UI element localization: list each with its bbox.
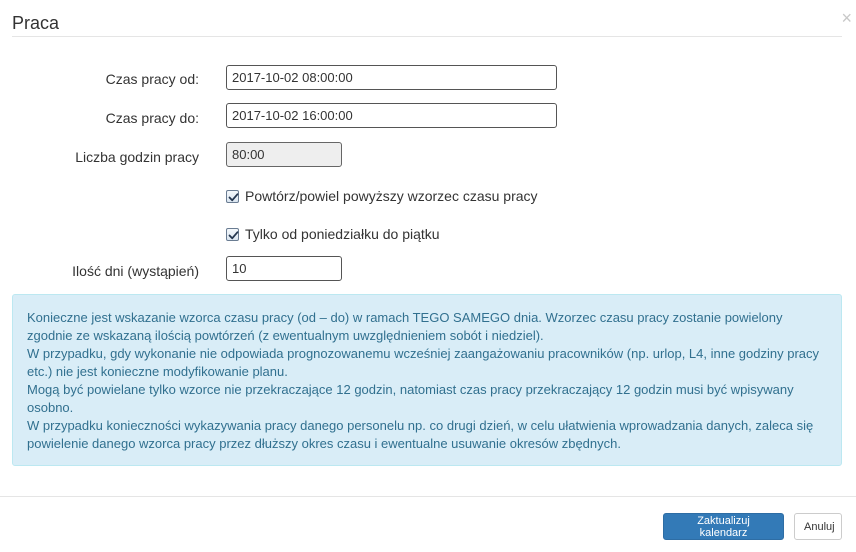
info-paragraph: W przypadku, gdy wykonanie nie odpowiada prognozowanemu wcześniej zaangażowaniu pracowników (np. urlop, L4, inne godziny pracy etc.) nie jest konieczne modyfikowanie planu. xyxy=(27,346,820,379)
days-count-label: Ilość dni (wystąpień) xyxy=(72,263,199,279)
hours-row xyxy=(0,142,856,168)
repeat-checkbox-row[interactable] xyxy=(226,188,538,204)
weekdays-checkbox-label: Tylko od poniedziałku do piątku xyxy=(245,226,440,242)
info-paragraph: W przypadku konieczności wykazywania pracy danego personelu np. co drugi dzień, w celu ułatwienia wprowadzania danych, zaleca się powielenie danego wzorca pracy przez dłuższy okres czasu i ewentualne usuwanie okresów zbędnych. xyxy=(27,418,814,451)
repeat-checkbox-label: Powtórz/powiel powyższy wzorzec czasu pracy xyxy=(245,188,538,204)
end-time-input[interactable] xyxy=(226,103,557,128)
close-icon[interactable]: × xyxy=(841,8,852,28)
update-calendar-button[interactable]: Zaktualizuj kalendarz xyxy=(663,513,784,540)
cancel-button[interactable]: Anuluj xyxy=(794,513,842,540)
days-count-row xyxy=(0,256,856,282)
info-paragraph: Mogą być powielane tylko wzorce nie przekraczające 12 godzin, natomiast czas pracy przekraczający 12 godzin musi być wpisywany osobno. xyxy=(27,382,794,415)
hours-input xyxy=(226,142,342,167)
end-time-label: Czas pracy do: xyxy=(105,110,199,126)
start-time-label: Czas pracy od: xyxy=(105,71,199,87)
end-time-row xyxy=(0,103,856,129)
info-paragraph: Konieczne jest wskazanie wzorca czasu pracy (od – do) w ramach TEGO SAMEGO dnia. Wzorzec czasu pracy zostanie powielony zgodnie ze wskazaną ilością powtórzeń (z ewentualnym uwzględnieniem sobót i niedziel). xyxy=(27,310,783,343)
weekdays-checkbox[interactable] xyxy=(226,228,239,241)
dialog-header xyxy=(12,0,852,37)
hours-label: Liczba godzin pracy xyxy=(75,149,199,165)
repeat-checkbox[interactable] xyxy=(226,190,239,203)
dialog-footer xyxy=(0,496,856,552)
dialog-title: Praca xyxy=(12,13,60,33)
start-time-row xyxy=(0,65,856,91)
info-alert xyxy=(12,294,842,466)
checkmark-icon xyxy=(227,229,240,242)
weekdays-checkbox-row[interactable] xyxy=(226,226,440,242)
start-time-input[interactable] xyxy=(226,65,557,90)
days-count-input[interactable] xyxy=(226,256,342,281)
checkmark-icon xyxy=(227,191,240,204)
